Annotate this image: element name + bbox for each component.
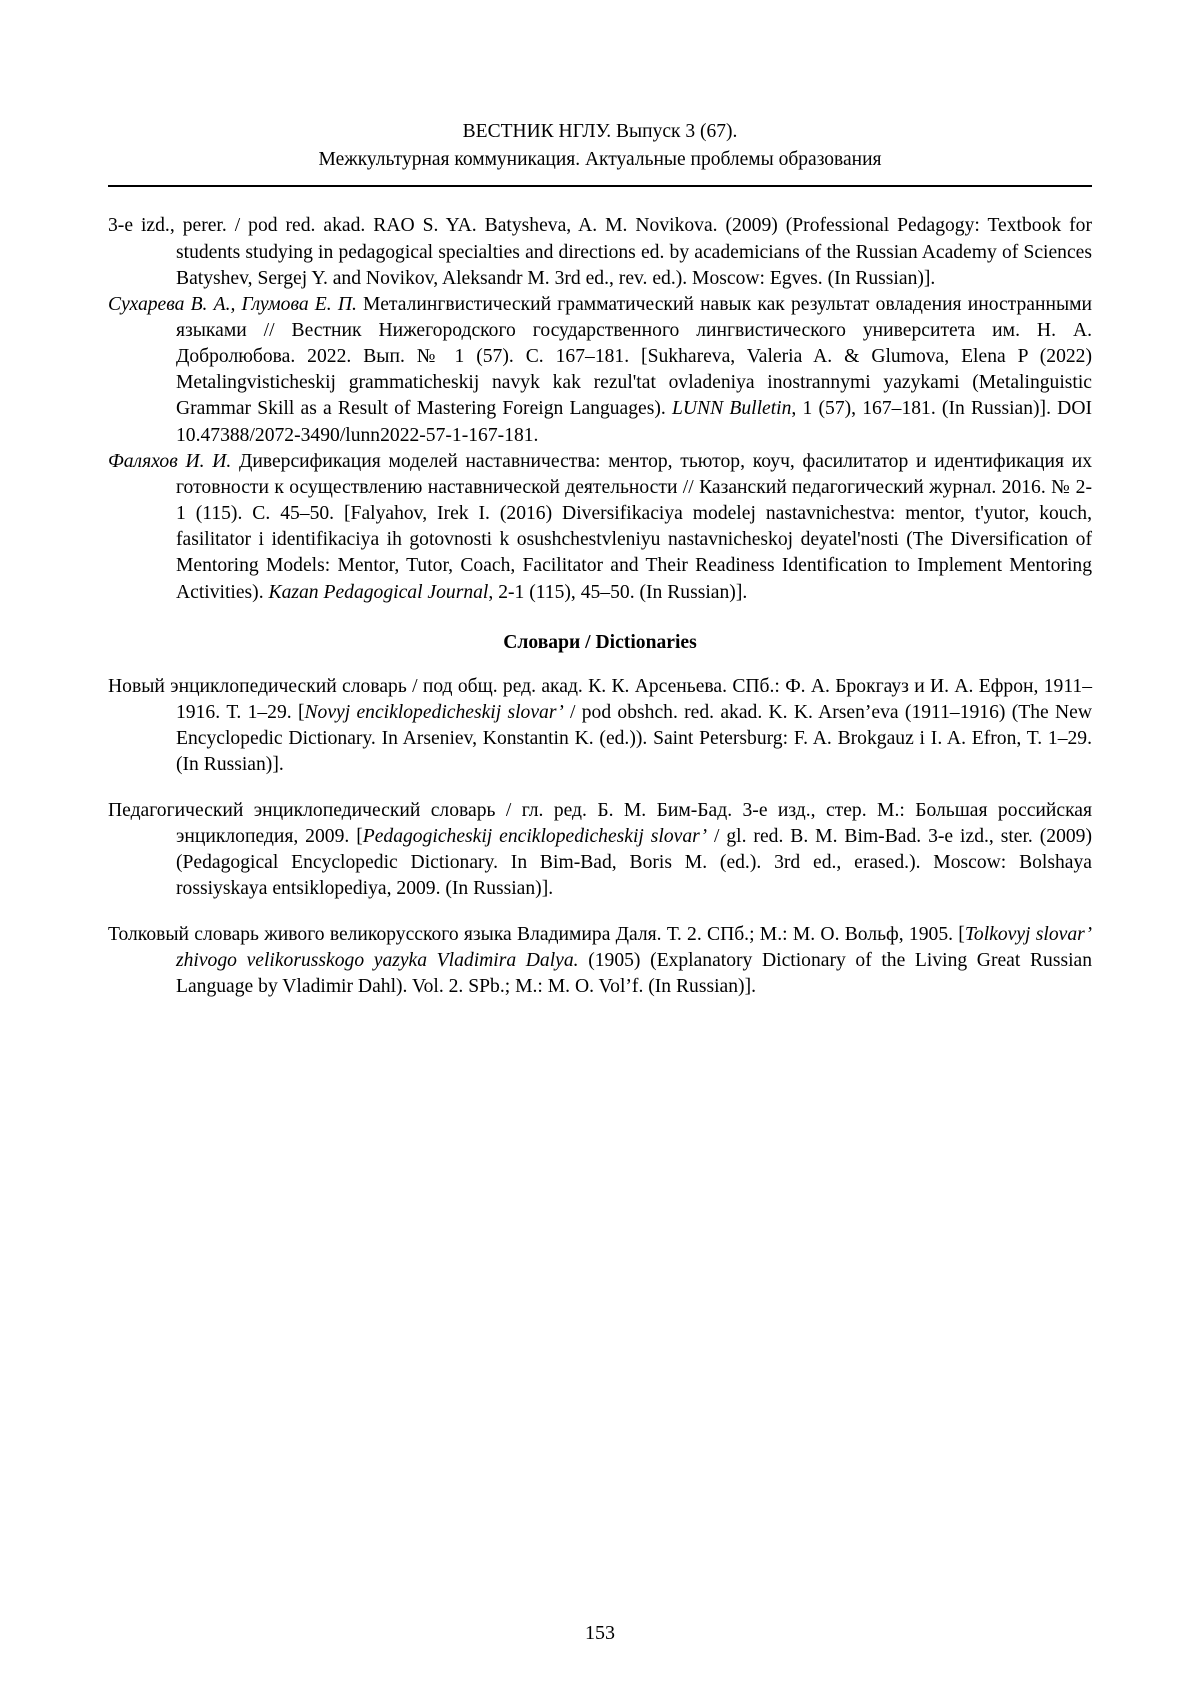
dictionary-tail: / gl. red. B. M. Bim-Bad. 3-e izd., ster. (2009) (Pedagogical Encyclopedic Dictionary. In Bim-Bad, Boris M. (ed.). 3rd ed., erased.). Moscow: Bolshaya rossiyskaya entsiklopediya, 2009. (In Russian)]. [176, 826, 1093, 900]
reference-text-tail: , 2-1 (115), 45–50. (In Russian)]. [488, 581, 748, 603]
section-heading-dictionaries: Словари / Dictionaries [503, 631, 697, 653]
dictionary-tail: / pod obshch. red. akad. K. K. Arsen’eva (1911–1916) (The New Encyclopedic Dictionary. In Arseniev, Konstantin K. (ed.)). Saint Petersburg: F. A. Brokgauz i I. A. Efron, T. 1–29. (In Russian)]. [176, 701, 1092, 776]
header-line-journal: ВЕСТНИК НГЛУ. Выпуск 3 (67). [462, 121, 738, 142]
reference-entry [108, 213, 1092, 291]
dictionary-entry [108, 922, 1092, 1000]
references-list [108, 213, 1092, 605]
page-number: 153 [585, 1622, 615, 1644]
dictionary-head: Толковый словарь живого великорусского языка Владимира Даля. Т. 2. СПб.; М.: М. О. Вольф, 1905. [ [108, 924, 965, 946]
dictionary-head: Новый энциклопедический словарь / под общ. ред. акад. К. К. Арсеньева. СПб.: Ф. А. Брокгауз и И. А. Ефрон, 1911–1916. Т. 1–29. [ [108, 675, 1092, 723]
dictionary-transliterated-title: Novyj enciklopedicheskij slovar’ [304, 701, 564, 723]
reference-author: Фаляхов И. И. [108, 450, 232, 472]
page-header [108, 118, 1092, 173]
dictionary-entry [108, 674, 1092, 779]
dictionary-transliterated-title: Tolkovyj slovar’ zhivogo velikorusskogo yazyka Vladimira Dalya. [176, 924, 1092, 972]
reference-text: Диверсификация моделей наставничества: ментор, тьютор, коуч, фасилитатор и идентификация их готовности к осуществлению наставнической деятельности // Казанский педагогический журнал. 2016. № 2-1 (115). С. 45–50. [Falyahov, Irek I. (2016) Diversifikaciya modelej nastavnichestva: mentor, t'yutor, kouch, fasilitator i identifikaciya ih gotovnosti k osushchestvleniyu nastavnicheskoj deyatel'nosti (The Diversification of Mentoring Models: Mentor, Tutor, Coach, Facilitator and Their Readiness Identification to Implement Mentoring Activities). [176, 450, 1092, 603]
reference-entry [108, 449, 1092, 606]
reference-text: Металингвистический грамматический навык как результат овладения иностранными языками // Вестник Нижегородского государственного лингвистического университета им. Н. А. Добролюбова. 2022. Вып. № 1 (57). С. 167–181. [Sukhareva, Valeria A. & Glumova, Elena P (2022) Metalingvisticheskij grammaticheskij navyk kak rezul'tat ovladeniya inostrannymi yazykami (Metalinguistic Grammar Skill as a Result of Mastering Foreign Languages). [176, 293, 1093, 420]
reference-text: 3-е izd., perer. / pod red. akad. RAO S. YA. Batysheva, A. M. Novikova. (2009) (Professional Pedagogy: Textbook for students studying in pedagogical specialties and directions ed. by academicians of the Russian Academy of Sciences Batyshev, Sergej Y. and Novikov, Aleksandr M. 3rd ed., rev. ed.). Moscow: Egves. (In Russian)]. [108, 215, 1092, 289]
dictionary-transliterated-title: Pedagogicheskij enciklopedicheskij slovar’ [362, 826, 708, 848]
header-divider [108, 185, 1092, 187]
reference-source-title: LUNN Bulletin [672, 398, 792, 420]
reference-text-tail: , 1 (57), 167–181. (In Russian)]. DOI 10.47388/2072-3490/lunn2022-57-1-167-181. [176, 398, 1092, 446]
reference-source-title: Kazan Pedagogical Journal [268, 581, 489, 603]
header-line-section: Межкультурная коммуникация. Актуальные проблемы образования [318, 148, 882, 170]
reference-author: Сухарева В. А., Глумова Е. П. [108, 293, 357, 315]
reference-entry [108, 292, 1092, 449]
dictionaries-list [108, 674, 1092, 1001]
dictionary-head: Педагогический энциклопедический словарь / гл. ред. Б. М. Бим-Бад. 3-е изд., стер. М.: Большая российская энциклопедия, 2009. [ [108, 799, 1092, 848]
dictionary-tail: (1905) (Explanatory Dictionary of the Living Great Russian Language by Vladimir Dahl). Vol. 2. SPb.; M.: M. O. Vol’f. (In Russian)]. [176, 950, 1093, 998]
dictionary-entry [108, 798, 1092, 903]
